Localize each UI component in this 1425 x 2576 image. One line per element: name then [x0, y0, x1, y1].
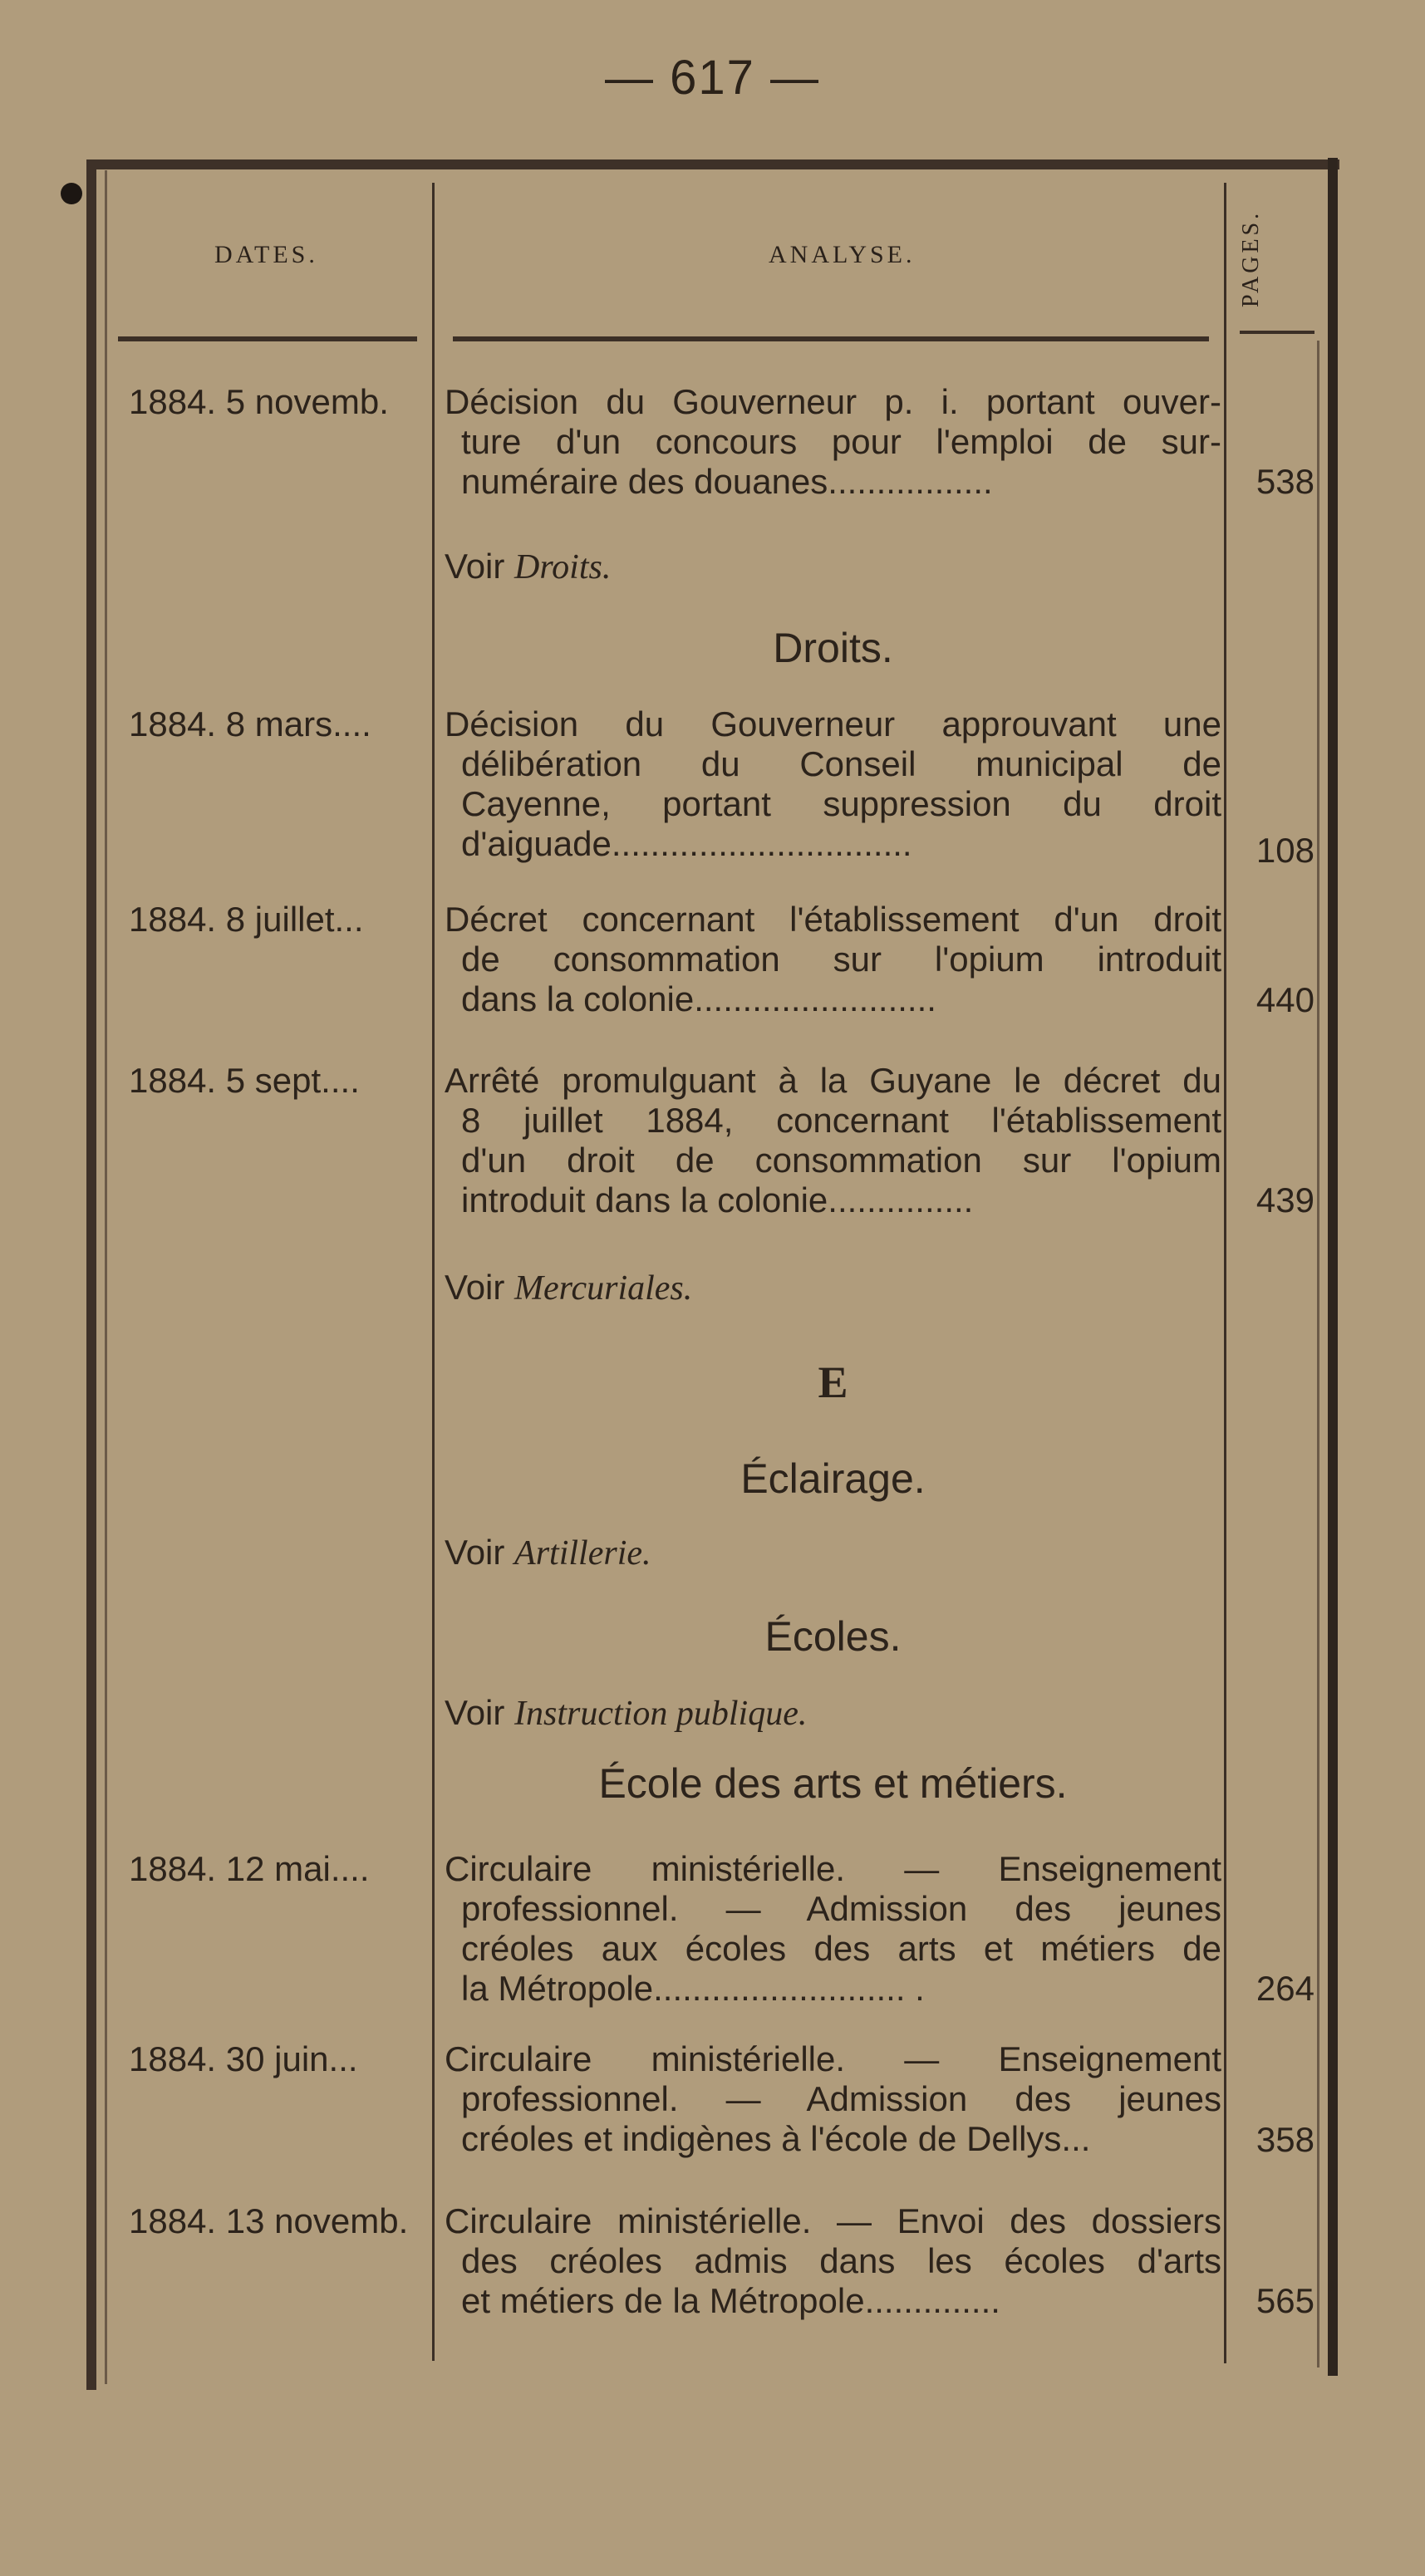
- analyse-header-rule: [453, 336, 1209, 341]
- entry-date: 1884. 13 novemb.: [129, 2201, 409, 2240]
- frame-left-inner-border: [105, 170, 107, 2384]
- dates-column-rule: [432, 183, 435, 2361]
- see-also: [445, 1268, 692, 1308]
- entry-line: introduit dans la colonie...............: [461, 1180, 974, 1219]
- entry-line: délibération du Conseil municipal de: [461, 744, 1221, 783]
- entry-page: 264: [1255, 1969, 1314, 2008]
- entry-line: Décision du Gouverneur p. i. portant ouver-: [445, 382, 1221, 421]
- entry-line: Décision du Gouverneur approuvant une: [445, 704, 1221, 743]
- entry-line: créoles aux écoles des arts et métiers de: [461, 1929, 1221, 1968]
- entry-line: ture d'un concours pour l'emploi de sur-: [461, 422, 1221, 461]
- entry-page: 538: [1255, 462, 1314, 501]
- ink-blot: [61, 183, 82, 204]
- pages-header-rule: [1240, 331, 1314, 334]
- see-also-target: Artillerie.: [514, 1534, 651, 1573]
- entry-page: 108: [1255, 831, 1314, 870]
- see-also-target: Instruction publique.: [514, 1695, 808, 1733]
- entry-line: et métiers de la Métropole..............: [461, 2281, 1000, 2320]
- header-analyse: ANALYSE.: [769, 241, 916, 268]
- entry-line: professionnel. — Admission des jeunes: [461, 1889, 1221, 1928]
- entry-text: [445, 382, 1221, 502]
- entry-line: Décret concernant l'établissement d'un droit: [445, 900, 1221, 939]
- dates-header-rule: [118, 336, 417, 341]
- entry-line: professionnel. — Admission des jeunes: [461, 2079, 1221, 2118]
- entry-date: 1884. 5 sept....: [129, 1061, 360, 1100]
- frame-right-inner-border: [1317, 341, 1319, 2367]
- entry-page: 358: [1255, 2120, 1314, 2159]
- entry-line: de consommation sur l'opium introduit: [461, 940, 1221, 979]
- frame-top-border: [93, 159, 1339, 169]
- entry-line: numéraire des douanes.................: [461, 462, 993, 501]
- section-heading: École des arts et métiers.: [598, 1760, 1068, 1807]
- see-also-target: Droits.: [514, 548, 612, 586]
- letter-heading: E: [818, 1357, 848, 1407]
- entry-line: Cayenne, portant suppression du droit: [461, 784, 1221, 823]
- entry-line: 8 juillet 1884, concernant l'établissement: [461, 1101, 1221, 1140]
- see-also-prefix: Voir: [445, 1268, 505, 1307]
- entry-line: la Métropole.......................... .: [461, 1969, 925, 2008]
- page-number: — 617 —: [605, 51, 820, 105]
- entry-text: [445, 704, 1221, 864]
- entry-date: 1884. 30 juin...: [129, 2039, 358, 2078]
- header-dates: DATES.: [214, 241, 318, 268]
- entry-text: [445, 900, 1221, 1019]
- entry-text: [445, 2039, 1221, 2159]
- entry-date: 1884. 12 mai....: [129, 1849, 370, 1888]
- see-also: [445, 1693, 807, 1734]
- entry-date: 1884. 5 novemb.: [129, 382, 389, 421]
- see-also-prefix: Voir: [445, 1693, 505, 1732]
- entry-page: 439: [1255, 1180, 1314, 1219]
- header-pages: PAGES.: [1238, 209, 1264, 307]
- section-heading: Droits.: [773, 625, 893, 671]
- entry-line: d'aiguade...............................: [461, 824, 912, 863]
- entry-line: dans la colonie.........................: [461, 979, 936, 1018]
- entry-page: 565: [1255, 2281, 1314, 2320]
- entry-line: des créoles admis dans les écoles d'arts: [461, 2241, 1221, 2280]
- entry-line: d'un droit de consommation sur l'opium: [461, 1141, 1221, 1180]
- entry-date: 1884. 8 mars....: [129, 704, 371, 743]
- section-heading: Éclairage.: [740, 1455, 926, 1502]
- entry-text: [445, 1849, 1221, 2009]
- section-heading: Écoles.: [764, 1613, 902, 1660]
- see-also-target: Mercuriales.: [514, 1269, 693, 1308]
- entry-date: 1884. 8 juillet...: [129, 900, 364, 939]
- entry-text: [445, 2201, 1221, 2321]
- entry-line: Circulaire ministérielle. — Enseignement: [445, 1849, 1221, 1888]
- see-also: [445, 1533, 651, 1573]
- entry-line: Circulaire ministérielle. — Envoi des dossiers: [445, 2201, 1221, 2240]
- entry-line: Arrêté promulguant à la Guyane le décret du: [445, 1061, 1221, 1100]
- see-also-prefix: Voir: [445, 547, 505, 586]
- entry-line: créoles et indigènes à l'école de Dellys...: [461, 2119, 1091, 2158]
- entry-page: 440: [1255, 980, 1314, 1019]
- frame-left-border: [86, 159, 96, 2390]
- see-also: [445, 547, 611, 587]
- see-also-prefix: Voir: [445, 1533, 505, 1572]
- analyse-column-rule: [1224, 183, 1226, 2363]
- frame-right-border: [1328, 158, 1338, 2376]
- entry-line: Circulaire ministérielle. — Enseignement: [445, 2039, 1221, 2078]
- entry-text: [445, 1061, 1221, 1220]
